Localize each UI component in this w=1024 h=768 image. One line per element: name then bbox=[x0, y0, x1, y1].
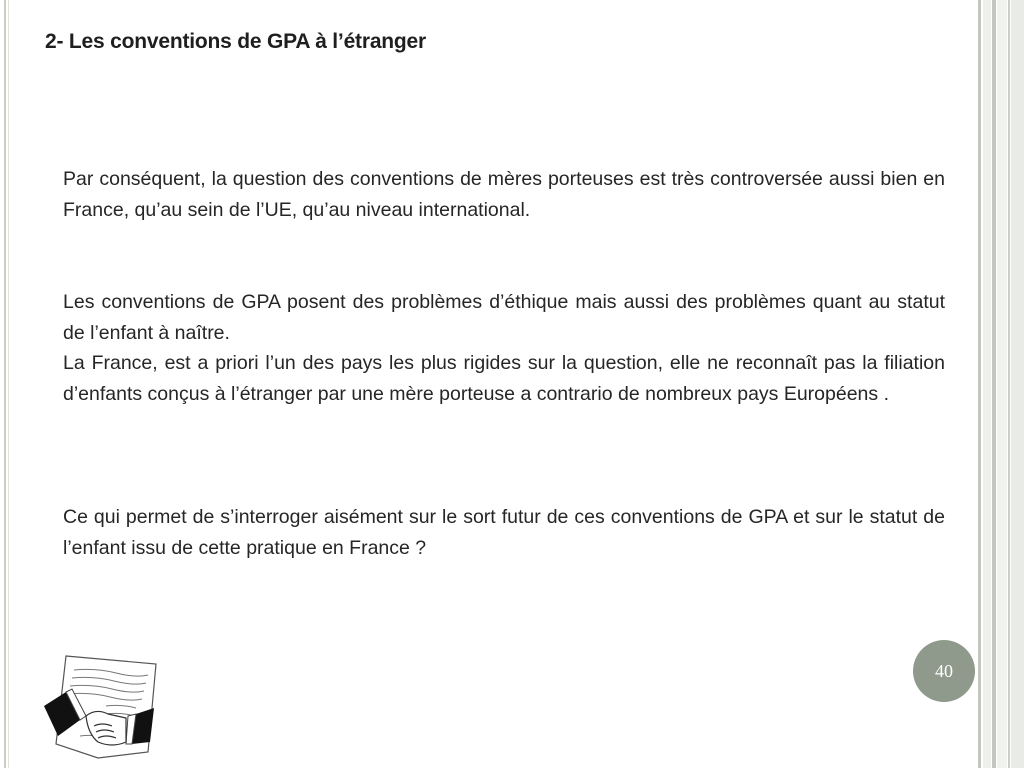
paragraph-ethics: Les conventions de GPA posent des problèmes d’éthique mais aussi des problèmes quant au statut de l’enfant à naître. bbox=[63, 291, 945, 344]
slide-title: 2- Les conventions de GPA à l’étranger bbox=[45, 30, 427, 53]
right-band bbox=[992, 0, 996, 768]
left-rule bbox=[4, 0, 6, 768]
right-band bbox=[978, 0, 981, 768]
page-number-badge: 40 bbox=[913, 640, 975, 702]
right-band bbox=[983, 0, 991, 768]
paragraph-question: Ce qui permet de s’interroger aisément sur le sort futur de ces conventions de GPA et sur le statut de l’enfant issu de cette pratique en France ? bbox=[63, 506, 945, 559]
paragraph-controversy: Par conséquent, la question des conventions de mères porteuses est très controversée aussi bien en France, qu’au sein de l’UE, qu’au niveau international. bbox=[63, 168, 945, 221]
paragraph-france: La France, est a priori l’un des pays les plus rigides sur la question, elle ne reconnaît pas la filiation d’enfants conçus à l’étranger par une mère porteuse a contrario de nombreux pays Européens . bbox=[63, 352, 945, 405]
right-band bbox=[1008, 0, 1010, 768]
handshake-contract-icon bbox=[36, 648, 164, 766]
right-band bbox=[997, 0, 1007, 768]
left-rule-thin bbox=[8, 0, 9, 768]
right-band bbox=[1011, 0, 1024, 768]
